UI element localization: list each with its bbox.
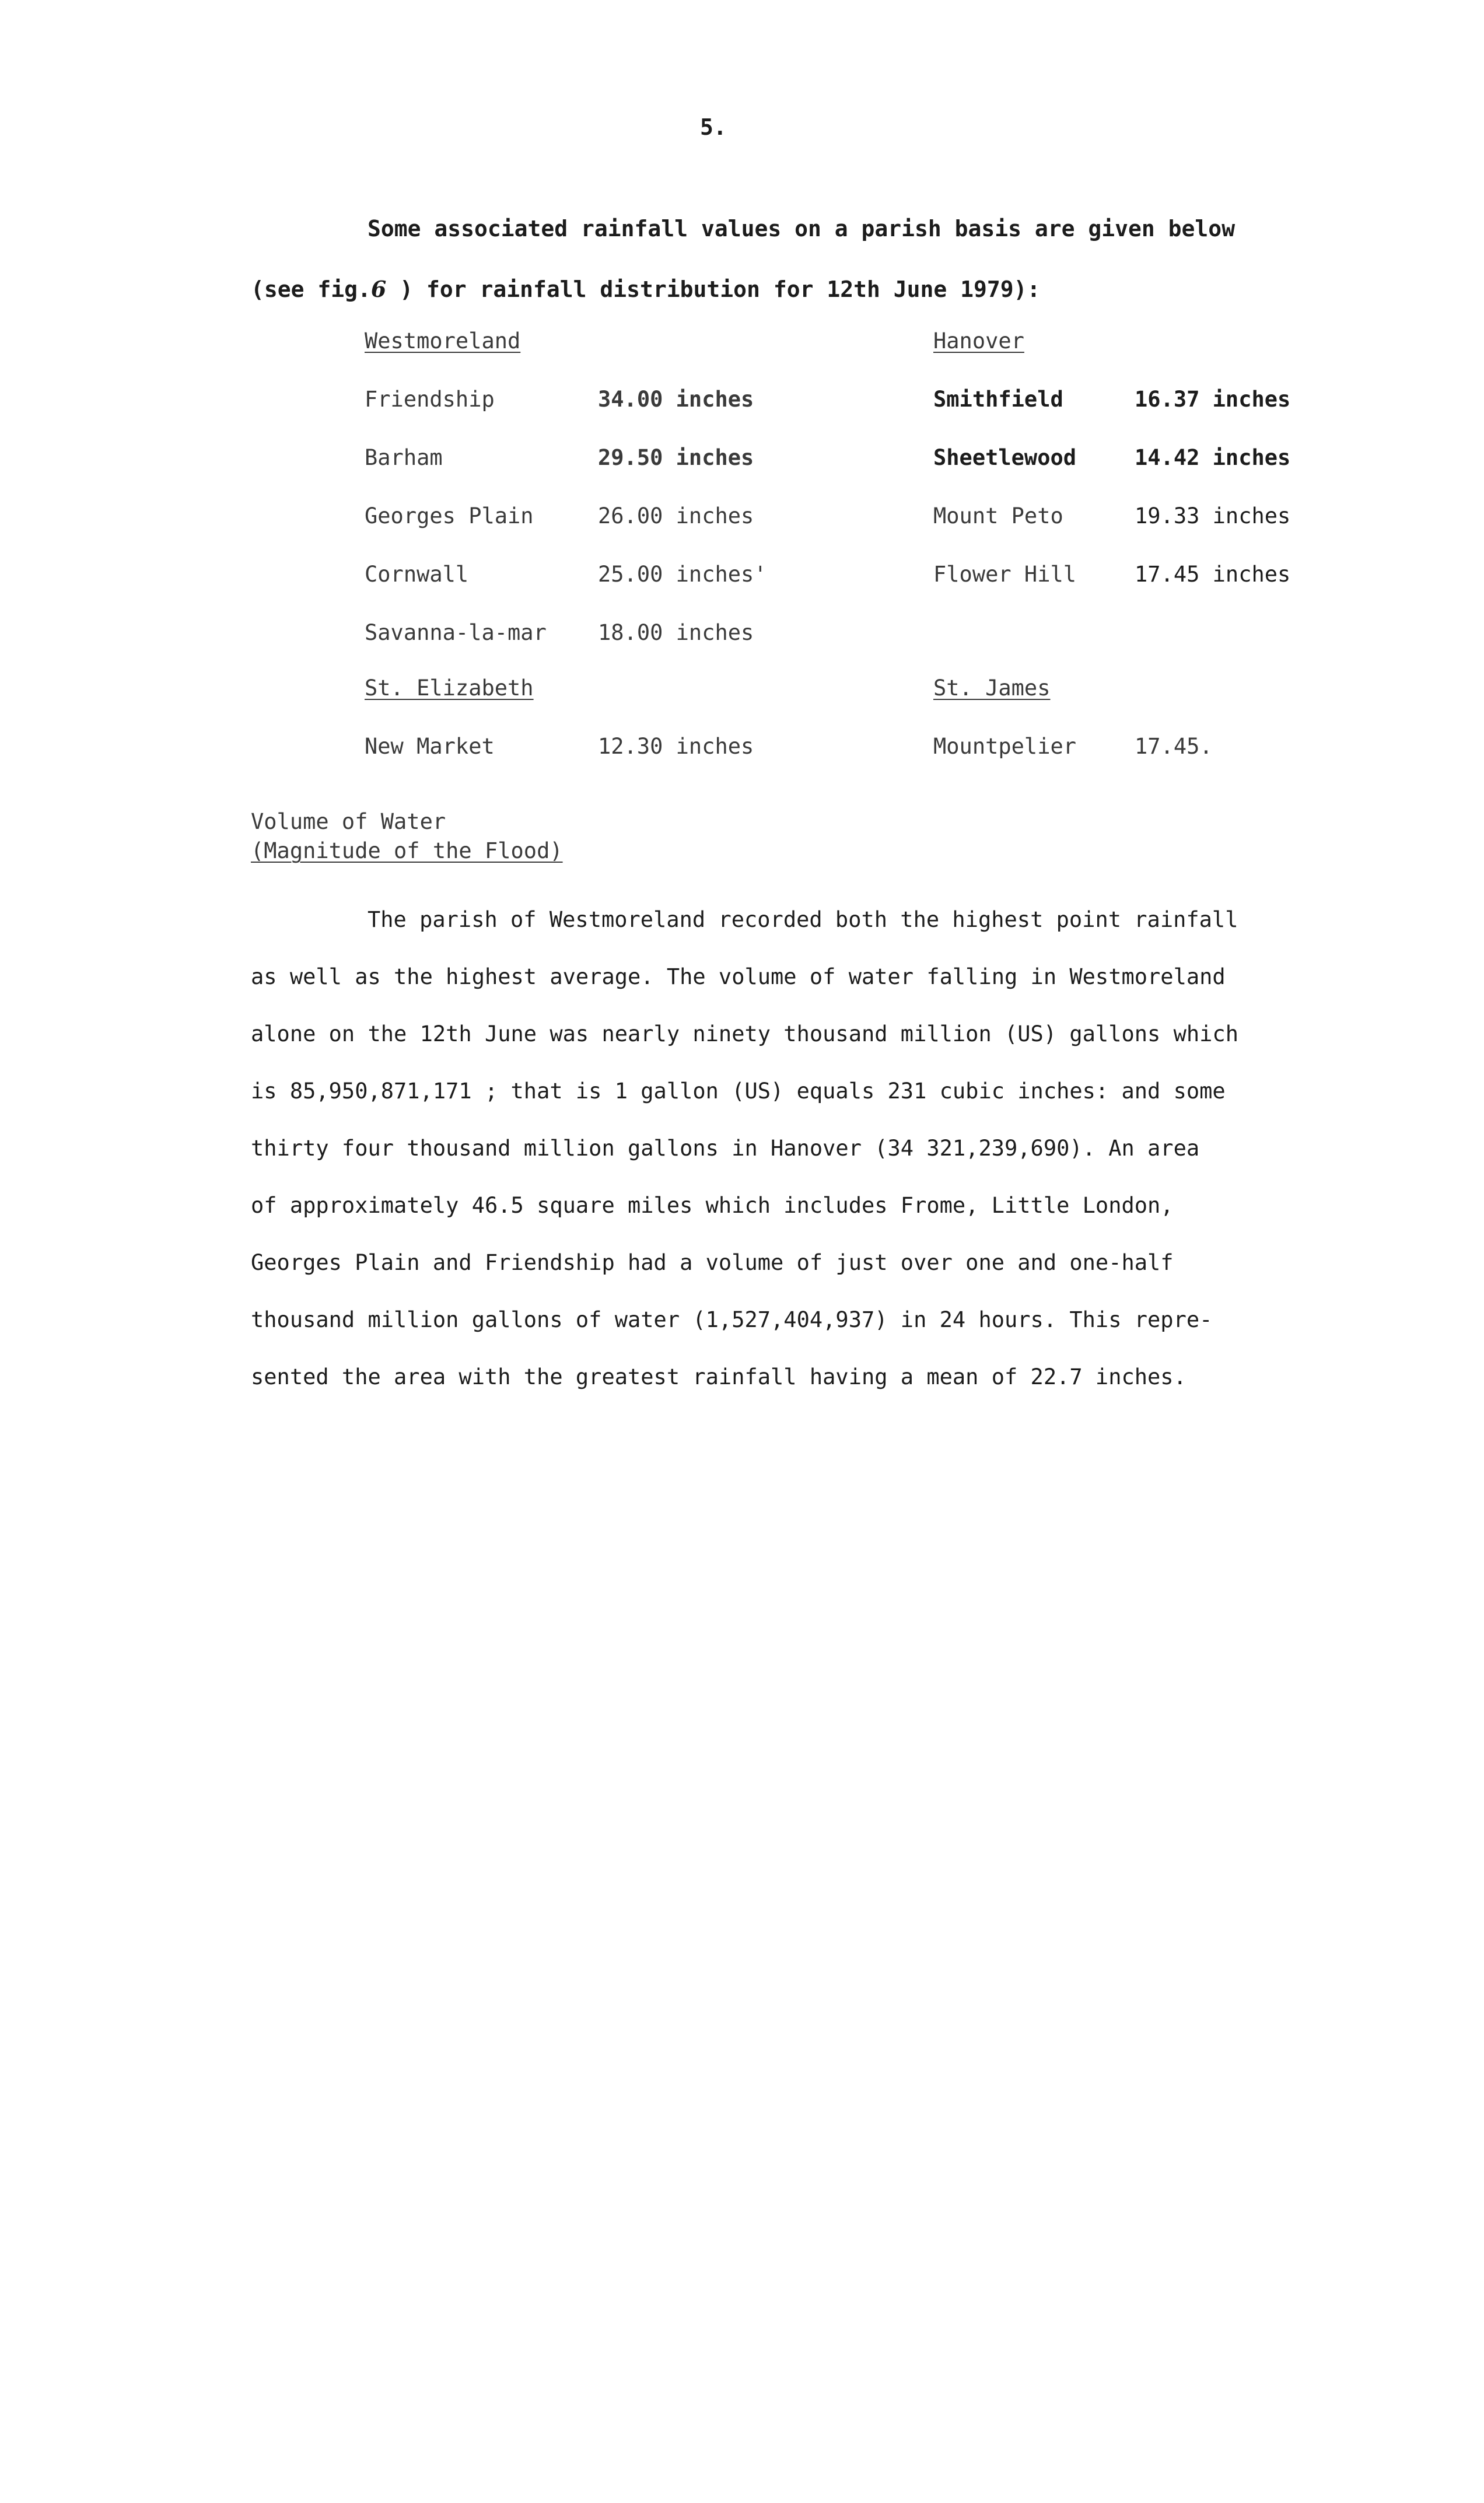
st-elizabeth-table (365, 659, 754, 776)
paragraph-line: The parish of Westmoreland recorded both the highest point rainfall (368, 907, 1238, 932)
figure-number: 6 (370, 276, 387, 302)
place-name: Flower Hill (933, 562, 1077, 587)
paragraph-line: thirty four thousand million gallons in Hanover (34 321,239,690). An area (251, 1136, 1200, 1161)
table-row (365, 487, 767, 545)
place-name: Cornwall (365, 562, 469, 587)
paragraph-line: alone on the 12th June was nearly ninety thousand million (US) gallons which (251, 1021, 1238, 1046)
rainfall-value: 19.33 inches (1135, 503, 1291, 528)
rainfall-value: 17.45 inches (1135, 562, 1291, 587)
intro-line-2-after: ) for rainfall distribution for 12th June 1979): (386, 276, 1041, 302)
place-name: Friendship (365, 387, 495, 412)
intro-text (251, 198, 1359, 320)
paragraph-line: is 85,950,871,171 ; that is 1 gallon (US) equals 231 cubic inches: and some (251, 1079, 1226, 1104)
place-name: Barham (365, 445, 443, 470)
table-row (933, 370, 1290, 429)
rainfall-value: 25.00 inches' (598, 562, 767, 587)
st-james-table (933, 659, 1213, 776)
hanover-heading: Hanover (933, 328, 1024, 353)
section-title: Volume of Water (251, 809, 446, 834)
body-paragraph (251, 891, 1377, 1406)
place-name: Savanna-la-mar (365, 620, 547, 645)
table-row (933, 545, 1290, 604)
section-subtitle: (Magnitude of the Flood) (251, 838, 563, 863)
rainfall-value: 14.42 inches (1135, 445, 1291, 470)
table-row (933, 487, 1290, 545)
table-row (933, 717, 1213, 776)
westmoreland-table (365, 312, 767, 662)
st-james-heading: St. James (933, 675, 1051, 701)
paragraph-line: of approximately 46.5 square miles which includes Frome, Little London, (251, 1193, 1174, 1218)
intro-line-2-before: (see fig. (251, 276, 371, 302)
section-heading (251, 807, 563, 866)
rainfall-value: 34.00 inches (598, 387, 754, 412)
page-number: 5. (700, 114, 727, 140)
place-name: Mountpelier (933, 734, 1077, 759)
paragraph-line: Georges Plain and Friendship had a volume of just over one and one-half (251, 1250, 1174, 1275)
table-row (365, 717, 754, 776)
paragraph-line: as well as the highest average. The volume of water falling in Westmoreland (251, 964, 1226, 989)
place-name: Mount Peto (933, 503, 1063, 528)
table-row (365, 604, 767, 662)
place-name: Smithfield (933, 387, 1063, 412)
rainfall-value: 12.30 inches (598, 734, 754, 759)
rainfall-value: 16.37 inches (1135, 387, 1291, 412)
table-row (365, 370, 767, 429)
paragraph-line: sented the area with the greatest rainfall having a mean of 22.7 inches. (251, 1364, 1186, 1389)
rainfall-value: 29.50 inches (598, 445, 754, 470)
rainfall-value: 17.45. (1135, 734, 1213, 759)
table-row (365, 429, 767, 487)
table-row (933, 429, 1290, 487)
table-row (365, 545, 767, 604)
intro-line-2 (251, 259, 1359, 320)
st-elizabeth-heading: St. Elizabeth (365, 675, 534, 701)
intro-line-1: Some associated rainfall values on a parish basis are given below (368, 216, 1236, 241)
paragraph-line: thousand million gallons of water (1,527,404,937) in 24 hours. This repre- (251, 1307, 1213, 1332)
rainfall-value: 18.00 inches (598, 620, 754, 645)
place-name: Georges Plain (365, 503, 534, 528)
place-name: New Market (365, 734, 495, 759)
hanover-table (933, 312, 1290, 604)
rainfall-value: 26.00 inches (598, 503, 754, 528)
place-name: Sheetlewood (933, 445, 1077, 470)
westmoreland-heading: Westmoreland (365, 328, 521, 353)
